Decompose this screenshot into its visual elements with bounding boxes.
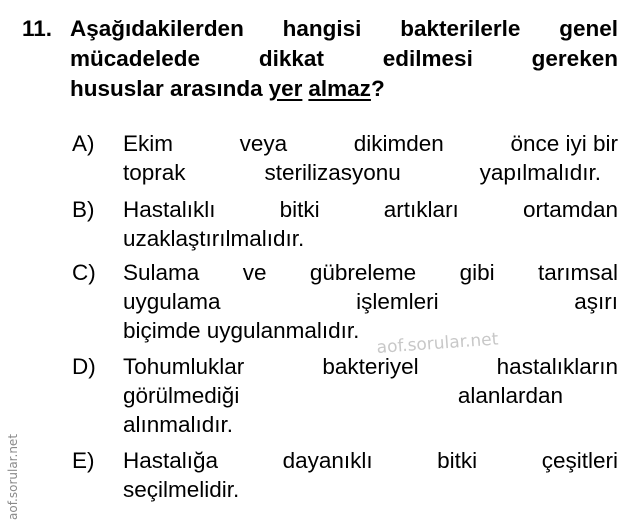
option-word: toprak [123, 160, 186, 185]
question-word: bakterilerle [400, 16, 521, 41]
option-word: dikimden [353, 131, 444, 156]
option-word: veya [239, 131, 288, 156]
question-text: hususlar arasında [70, 76, 263, 101]
question-word: genel [559, 16, 618, 41]
question-line-1 [22, 14, 618, 44]
watermark-side: aof.sorular.net [6, 433, 20, 520]
option-line [123, 352, 618, 381]
option-word: Ekim [123, 131, 173, 156]
question-word: gereken [531, 46, 618, 71]
option-word: dayanıklı [282, 448, 373, 473]
option-line [123, 287, 618, 316]
option-c[interactable] [72, 258, 618, 345]
option-line [123, 129, 618, 158]
question-emphasis-yer: yer [268, 76, 303, 101]
option-letter: A) [72, 131, 95, 156]
option-word: işlemleri [356, 289, 439, 314]
option-line [123, 446, 618, 475]
option-line [123, 381, 563, 410]
option-word: tarımsal [537, 260, 618, 285]
option-line [123, 475, 618, 504]
option-word: hastalıkların [496, 354, 618, 379]
option-word: bitki [437, 448, 478, 473]
option-word: Tohumluklar [123, 354, 245, 379]
option-text: uzaklaştırılmalıdır. [123, 226, 305, 251]
option-word: bitki [279, 197, 320, 222]
option-letter: E) [72, 448, 95, 473]
question-word: hangisi [282, 16, 362, 41]
option-letter: C) [72, 260, 96, 285]
option-text: alınmalıdır. [123, 412, 234, 437]
question-line-3 [22, 74, 618, 104]
option-word: gübreleme [309, 260, 417, 285]
option-word: aşırı [574, 289, 618, 314]
option-word: Hastalığa [123, 448, 219, 473]
option-text: biçimde uygulanmalıdır. [123, 318, 360, 343]
option-b[interactable] [72, 195, 618, 253]
question-line-2 [22, 44, 618, 74]
question-word: mücadelede [70, 46, 201, 71]
option-word: sterilizasyonu [264, 160, 401, 185]
option-line [123, 410, 618, 439]
option-word: yapılmalıdır. [479, 160, 601, 185]
option-word: Sulama [123, 260, 200, 285]
option-word: önce iyi bir [510, 131, 618, 156]
option-word: artıkları [383, 197, 459, 222]
option-word: alanlardan [457, 383, 563, 408]
question-word: edilmesi [382, 46, 473, 71]
option-text: seçilmelidir. [123, 477, 240, 502]
option-line [123, 224, 618, 253]
question [22, 14, 618, 104]
option-d[interactable] [72, 352, 618, 439]
option-word: uygulama [123, 289, 221, 314]
watermark-center: aof.sorular.net [376, 329, 499, 358]
option-line [123, 195, 618, 224]
question-number: 11. [22, 16, 53, 41]
question-emphasis-almaz: almaz [308, 76, 371, 101]
option-e[interactable] [72, 446, 618, 504]
option-line [123, 316, 618, 345]
option-word: ve [242, 260, 267, 285]
option-word: Hastalıklı [123, 197, 216, 222]
option-word: çeşitleri [541, 448, 618, 473]
option-word: görülmediği [123, 383, 240, 408]
question-mark: ? [370, 76, 385, 101]
option-letter: B) [72, 197, 95, 222]
option-line [123, 258, 618, 287]
option-line [123, 158, 601, 187]
option-word: gibi [459, 260, 495, 285]
option-word: bakteriyel [322, 354, 419, 379]
question-word: Aşağıdakilerden [70, 16, 244, 41]
option-word: ortamdan [522, 197, 618, 222]
option-letter: D) [72, 354, 96, 379]
option-a[interactable] [72, 129, 618, 187]
question-word: dikkat [258, 46, 324, 71]
